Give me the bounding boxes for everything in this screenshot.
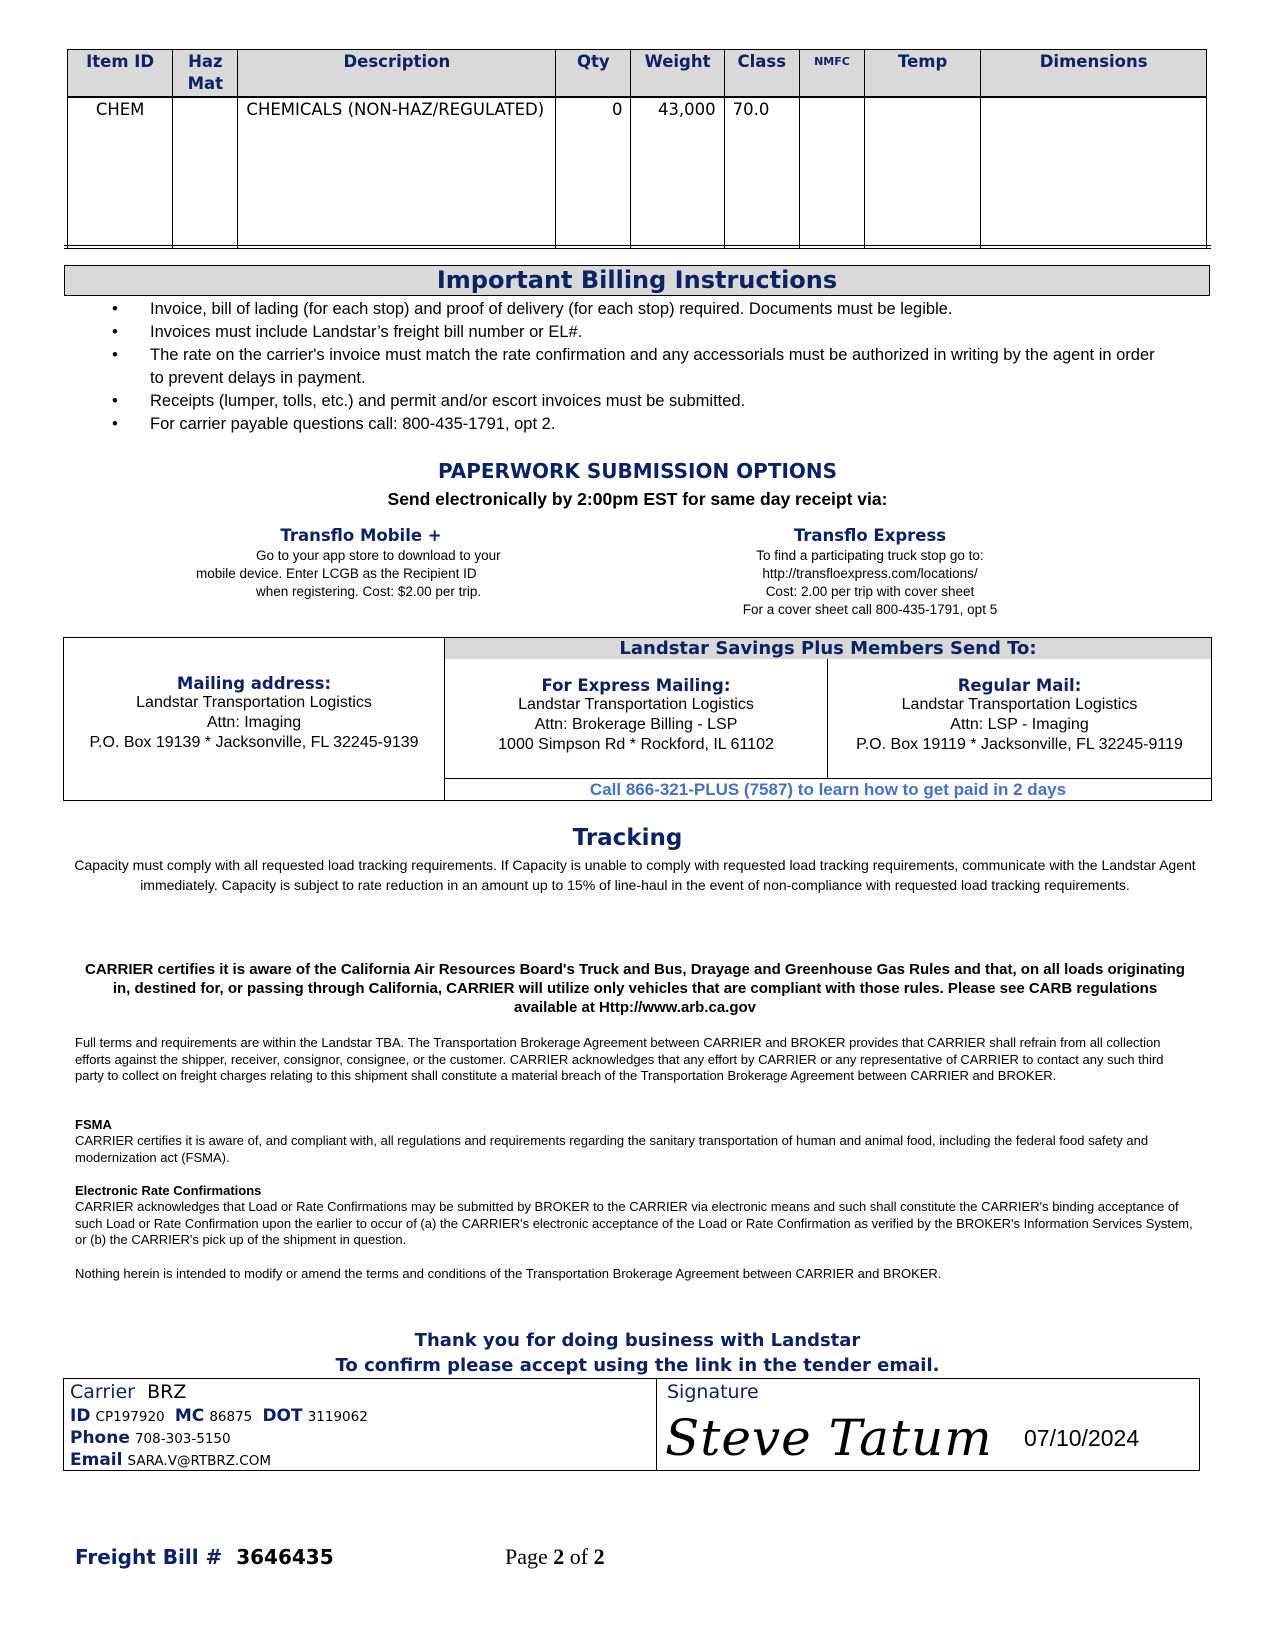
carrier-label: Carrier <box>70 1381 135 1403</box>
page-word: Page <box>505 1544 548 1569</box>
signature-area <box>657 1379 1199 1470</box>
terms-nothing-herein: Nothing herein is intended to modify or amend the terms and conditions of the Transportation Brokerage Agreement between CARRIER and BROKER. <box>75 1266 942 1281</box>
col-header-description: Description <box>238 50 556 98</box>
signature-name: Steve Tatum <box>665 1409 993 1467</box>
freight-bill-label: Freight Bill # <box>75 1545 223 1569</box>
mailing-address-title: Mailing address: <box>176 674 332 693</box>
regular-mail-line: Landstar Transportation Logistics <box>901 696 1138 713</box>
billing-list <box>112 298 1172 436</box>
transflo-express-link[interactable]: http://transfloexpress.com/locations/ <box>762 566 978 581</box>
cell-item-id: CHEM <box>68 97 173 249</box>
signature-label: Signature <box>667 1381 759 1403</box>
billing-item: • For carrier payable questions call: 800-435-1791, opt 2. <box>112 413 1172 436</box>
thanks-line: Thank you for doing business with Landstar <box>414 1330 861 1351</box>
mailing-address-line: Attn: Imaging <box>206 714 302 731</box>
transflo-express-line: Cost: 2.00 per trip with cover sheet <box>765 584 975 599</box>
transflo-express-line: For a cover sheet call 800-435-1791, opt 5 <box>742 602 998 617</box>
phone-row <box>70 1427 231 1450</box>
col-header-item-id: Item ID <box>68 50 173 98</box>
fsma-text: CARRIER certifies it is aware of, and compliant with, all regulations and requirements regarding the sanitary transportation of human and animal food, including the federal food safety and modernization act (FSMA). <box>75 1133 1149 1165</box>
erc-title <box>75 1183 1195 1200</box>
carrier-value: BRZ <box>147 1381 187 1403</box>
thanks-message <box>0 1328 1275 1378</box>
transflo-mobile-line: Go to your app store to download to your <box>256 548 501 563</box>
savings-plus-call-text: Call 866-321-PLUS (7587) to learn how to get paid in 2 days <box>445 778 1211 801</box>
erc-title-text: Electronic Rate Confirmations <box>75 1183 262 1198</box>
regular-mail-line: P.O. Box 19119 * Jacksonville, FL 32245-9119 <box>856 736 1183 753</box>
signature-image <box>661 1405 1021 1467</box>
id-value: CP197920 <box>95 1409 165 1425</box>
col-header-class: Class <box>724 50 799 98</box>
col-header-dimensions: Dimensions <box>981 50 1207 98</box>
cell-weight: 43,000 <box>631 97 724 249</box>
cell-haz-mat <box>173 97 238 249</box>
freight-bill <box>75 1545 334 1569</box>
mailing-address <box>64 638 445 800</box>
email-value: SARA.V@RTBRZ.COM <box>127 1453 271 1469</box>
mailing-address-line: P.O. Box 19139 * Jacksonville, FL 32245-9139 <box>89 734 419 751</box>
col-header-weight: Weight <box>631 50 724 98</box>
address-box <box>63 637 1212 801</box>
transflo-mobile-line: mobile device. Enter LCGB as the Recipient ID <box>196 566 477 581</box>
transflo-express-line: To find a participating truck stop go to: <box>756 548 984 563</box>
erc-text: CARRIER acknowledges that Load or Rate Confirmations may be submitted by BROKER to the CARRIER via electronic means and such shall constitute the CARRIER's binding acceptance of such Load or Rate Confirmation upon the earlier to occur of (a) the CARRIER's electronic acceptance of the Load or Rate Confirmation as verified by the BROKER's Information Services System, or (b) the CARRIER's pick up of the shipment in question. <box>75 1199 1193 1247</box>
paperwork-title: PAPERWORK SUBMISSION OPTIONS <box>437 459 838 483</box>
col-header-qty: Qty <box>556 50 631 98</box>
dot-label: DOT <box>262 1406 303 1426</box>
page-number <box>505 1544 605 1570</box>
fsma-title <box>75 1117 1195 1134</box>
phone-label: Phone <box>70 1428 130 1448</box>
carrier-row <box>70 1380 186 1404</box>
tracking-text: Capacity must comply with all requested load tracking requirements. If Capacity is unable to comply with requested load tracking requirements, communicate with the Landstar Agent immediately. Capacity is subject to rate reduction in an amount up to 15% of line-haul in the event of non-compliance with requested load tracking requirements. <box>74 857 1196 893</box>
carrier-signature-box <box>63 1378 1200 1471</box>
express-mailing-line: Landstar Transportation Logistics <box>518 696 754 713</box>
express-mailing-address <box>445 659 828 778</box>
mailing-address-line: Landstar Transportation Logistics <box>136 694 372 711</box>
transflo-mobile-line: when registering. Cost: $2.00 per trip. <box>256 584 482 599</box>
table-row <box>68 97 1207 249</box>
regular-mail-address <box>828 659 1211 778</box>
signature-date: 07/10/2024 <box>1024 1425 1140 1451</box>
email-row <box>70 1449 271 1472</box>
express-mailing-title: For Express Mailing: <box>541 676 731 695</box>
express-mailing-line: 1000 Simpson Rd * Rockford, IL 61102 <box>498 736 774 753</box>
transflo-express-title: Transflo Express <box>793 526 947 545</box>
carrier-ids-row <box>70 1405 368 1428</box>
col-header-nmfc: NMFC <box>799 50 864 98</box>
col-header-temp: Temp <box>865 50 981 98</box>
cell-temp <box>865 97 981 249</box>
transflo-mobile-title: Transflo Mobile + <box>280 526 442 545</box>
billing-item: • The rate on the carrier's invoice must match the rate confirmation and any accessorials must be authorized in writing by the agent in order to prevent delays in payment. <box>112 344 1172 390</box>
billing-item: • Invoices must include Landstar’s freight bill number or EL#. <box>112 321 1172 344</box>
regular-mail-line: Attn: LSP - Imaging <box>950 716 1089 733</box>
col-header-haz-mat: Haz Mat <box>173 50 238 98</box>
table-header-row <box>68 50 1207 98</box>
mc-value: 86875 <box>209 1409 253 1425</box>
items-table <box>67 49 1207 249</box>
mc-label: MC <box>174 1406 205 1426</box>
fsma-title-text: FSMA <box>75 1117 112 1132</box>
express-mailing-line: Attn: Brokerage Billing - LSP <box>534 716 738 733</box>
regular-mail-title: Regular Mail: <box>957 676 1082 695</box>
email-label: Email <box>70 1450 123 1470</box>
phone-value: 708-303-5150 <box>134 1431 231 1447</box>
billing-title: Important Billing Instructions <box>64 265 1210 296</box>
cell-class: 70.0 <box>724 97 799 249</box>
billing-item: • Receipts (lumper, tolls, etc.) and permit and/or escort invoices must be submitted. <box>112 390 1172 413</box>
table-bottom-rule <box>64 245 1211 249</box>
billing-item: • Invoice, bill of lading (for each stop) and proof of delivery (for each stop) required. Documents must be legible. <box>112 298 1172 321</box>
freight-bill-number: 3646435 <box>236 1545 334 1569</box>
paperwork-subtitle: Send electronically by 2:00pm EST for same day receipt via: <box>387 489 888 509</box>
cell-dimensions <box>981 97 1207 249</box>
cell-nmfc <box>799 97 864 249</box>
cell-qty: 0 <box>556 97 631 249</box>
carb-certification: CARRIER certifies it is aware of the California Air Resources Board's Truck and Bus, Drayage and Greenhouse Gas Rules and that, on all loads originating in, destined for, or passing through California, CARRIER will utilize only vehicles that are compliant with those rules. Please see CARB regulations available at Http://www.arb.ca.gov <box>85 961 1185 1016</box>
dot-value: 3119062 <box>307 1409 368 1425</box>
cell-description: CHEMICALS (NON-HAZ/REGULATED) <box>238 97 556 249</box>
tracking-title: Tracking <box>572 825 683 851</box>
savings-plus-heading: Landstar Savings Plus Members Send To: <box>445 638 1211 659</box>
page-current: 2 <box>553 1544 565 1569</box>
page-total: 2 <box>593 1544 605 1569</box>
id-label: ID <box>70 1406 91 1426</box>
page-of: of <box>569 1544 589 1569</box>
confirm-line: To confirm please accept using the link in the tender email. <box>335 1355 940 1376</box>
carrier-info <box>64 1379 657 1470</box>
terms-full: Full terms and requirements are within the Landstar TBA. The Transportation Brokerage Agreement between CARRIER and BROKER provides that CARRIER shall refrain from all collection efforts against the shipper, receiver, consignor, consignee, or the customer. CARRIER acknowledges that any effort by CARRIER or any representative of CARRIER to contact any such third party to collect on freight charges relating to this shipment shall constitute a material breach of the Transportation Brokerage Agreement between CARRIER and BROKER. <box>75 1035 1164 1083</box>
